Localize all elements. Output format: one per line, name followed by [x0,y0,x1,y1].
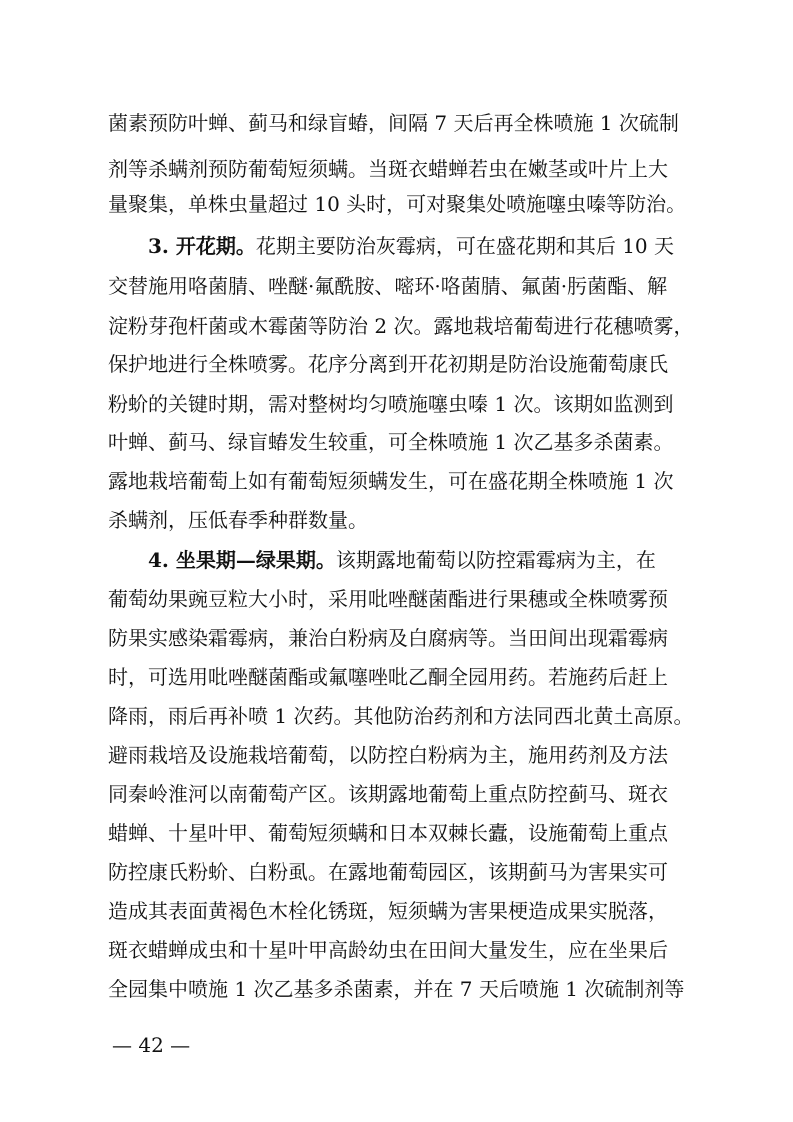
text-line: 量聚集，单株虫量超过 10 头时，可对聚集处喷施噻虫嗪等防治。 [108,192,687,216]
text-line: 降雨，雨后再补喷 1 次药。其他防治药剂和方法同西北黄土高原。 [108,704,694,728]
text-line: 蜡蝉、十星叶甲、葡萄短须螨和日本双棘长蠹，设施葡萄上重点 [108,821,668,845]
text-line: 时，可选用吡唑醚菌酯或氟噻唑吡乙酮全园用药。若施药后赶上 [108,665,668,689]
text-line: 葡萄幼果豌豆粒大小时，采用吡唑醚菌酯进行果穗或全株喷雾预 [108,587,668,611]
text-line: 斑衣蜡蝉成虫和十星叶甲高龄幼虫在田间大量发生，应在坐果后 [108,938,668,962]
text-line: 杀螨剂，压低春季种群数量。 [108,508,368,532]
text-line: 全园集中喷施 1 次乙基多杀菌素，并在 7 天后喷施 1 次硫制剂等 [108,977,685,1001]
text-line: 交替施用咯菌腈、唑醚·氟酰胺、嘧环·咯菌腈、氟菌·肟菌酯、解 [108,274,668,298]
section-first-line [148,540,698,580]
text-line: 粉蚧的关键时期，需对整树均匀喷施噻虫嗪 1 次。该期如监测到 [108,392,674,416]
text-line: 剂等杀螨剂预防葡萄短须螨。当斑衣蜡蝉若虫在嫩茎或叶片上大 [108,157,668,181]
text-line: 淀粉芽孢杆菌或木霉菌等防治 2 次。露地栽培葡萄进行花穗喷雾， [108,314,694,338]
section-heading: 3. 开花期。 [148,234,256,258]
text-line: 防果实感染霜霉病，兼治白粉病及白腐病等。当田间出现霜霉病 [108,626,668,650]
text-line: 露地栽培葡萄上如有葡萄短须螨发生，可在盛花期全株喷施 1 次 [108,469,674,493]
text-line: 同秦岭淮河以南葡萄产区。该期露地葡萄上重点防控蓟马、斑衣 [108,782,668,806]
section-heading: 4. 坐果期—绿果期。 [148,548,336,572]
section-first-line [148,226,698,266]
page-number: — 42 — [112,1033,191,1057]
text-line: 叶蝉、蓟马、绿盲蝽发生较重，可全株喷施 1 次乙基多杀菌素。 [108,430,674,454]
text-line: 菌素预防叶蝉、蓟马和绿盲蝽，间隔 7 天后再全株喷施 1 次硫制 [108,111,679,135]
text-line: 防控康氏粉蚧、白粉虱。在露地葡萄园区，该期蓟马为害果实可 [108,860,668,884]
section-text: 该期露地葡萄以防控霜霉病为主，在 [335,548,656,572]
section-text: 花期主要防治灰霉病，可在盛花期和其后 10 天 [255,234,675,258]
text-line: 避雨栽培及设施栽培葡萄，以防控白粉病为主，施用药剂及方法 [108,743,668,767]
text-line: 造成其表面黄褐色木栓化锈斑，短须螨为害果梗造成果实脱落， [108,899,668,923]
text-line: 保护地进行全株喷雾。花序分离到开花初期是防治设施葡萄康氏 [108,352,668,376]
